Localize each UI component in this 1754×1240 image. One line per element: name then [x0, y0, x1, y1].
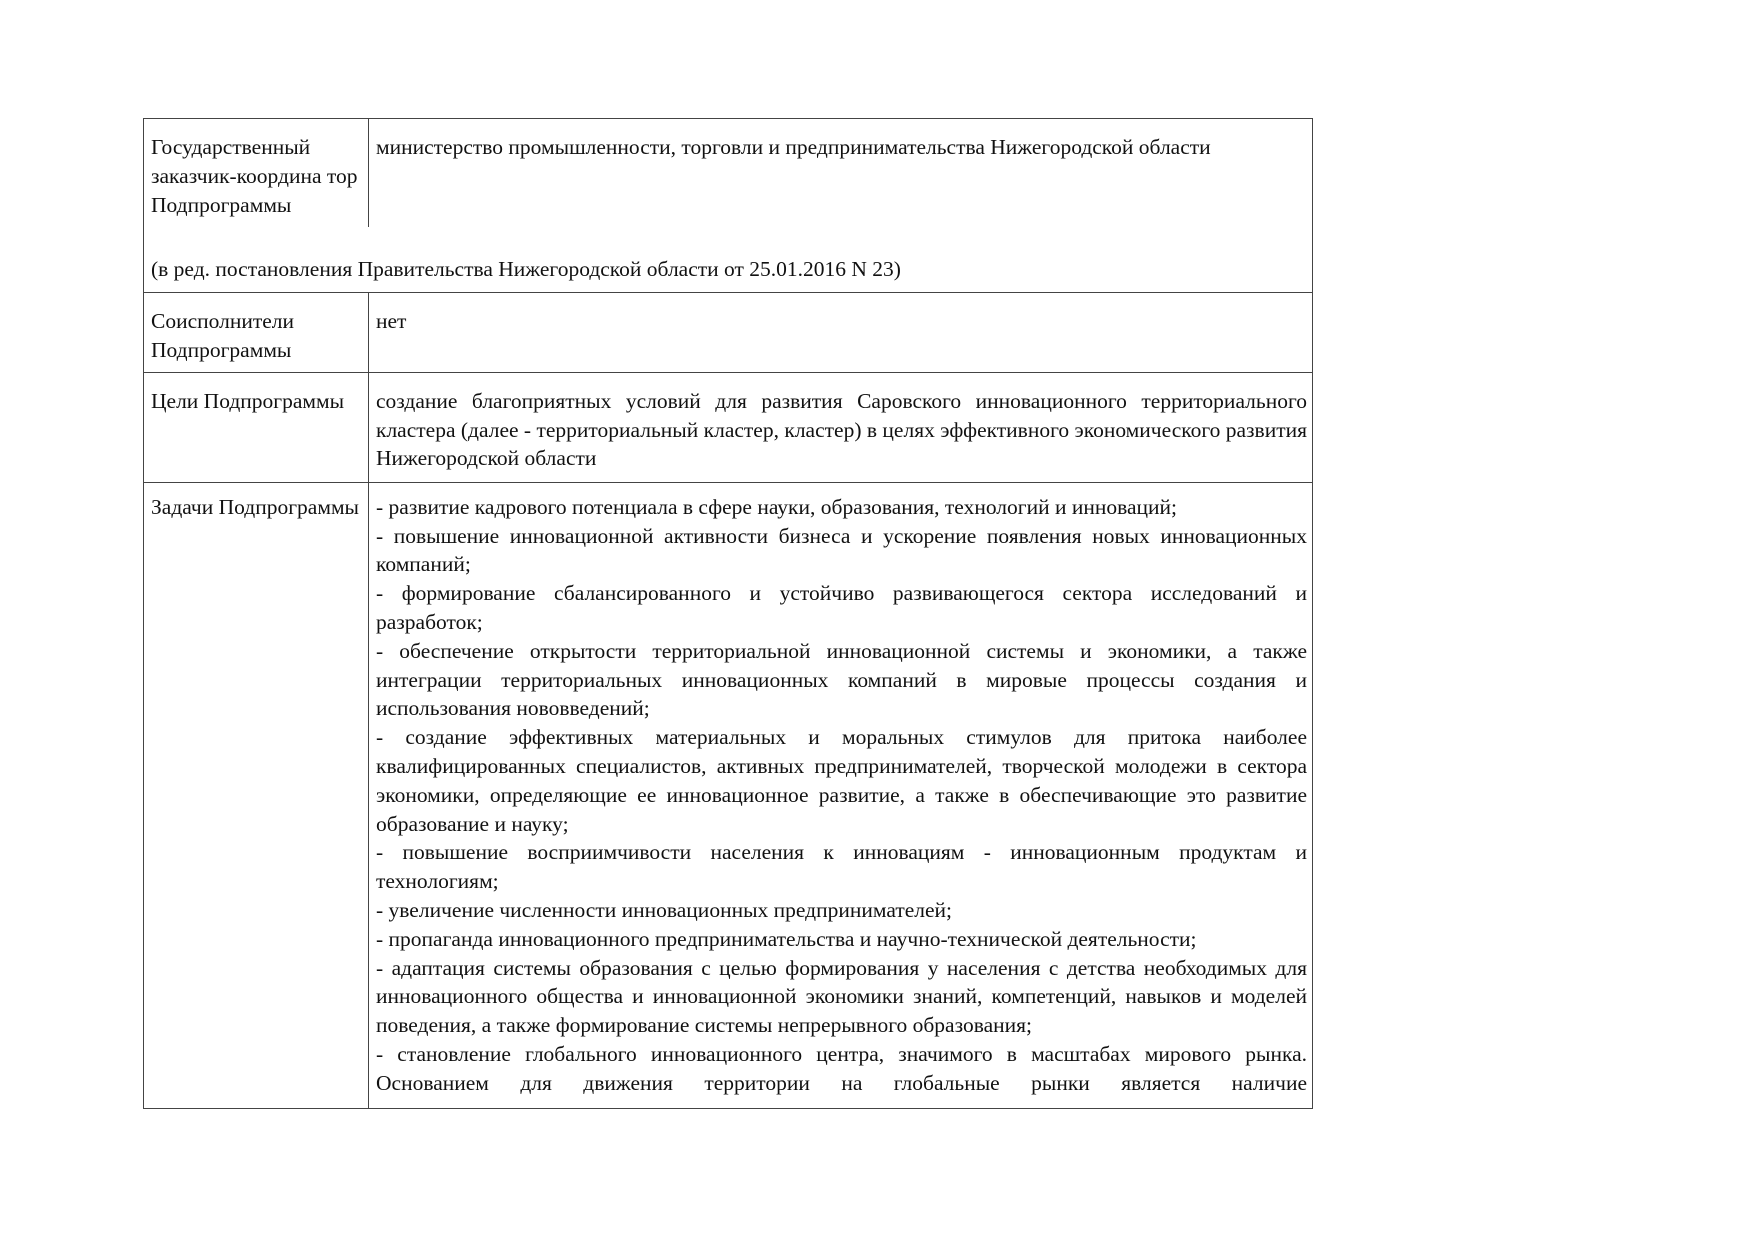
row-label: Соисполнители Подпрограммы [144, 293, 369, 372]
row-label: Государственный заказчик-координа тор Подпрограммы [144, 119, 369, 227]
row-value: министерство промышленности, торговли и предпринимательства Нижегородской области [376, 135, 1211, 159]
task-item: - становление глобального инновационного центра, значимого в масштабах мирового рынка. Основанием для движения территории на глобальные рынки является наличие [376, 1041, 1307, 1095]
task-item: - повышение инновационной активности бизнеса и ускорение появления новых инновационных компаний; [376, 523, 1307, 577]
table-row-coexecutors [144, 292, 1312, 372]
task-item: - обеспечение открытости территориальной инновационной системы и экономики, а также интеграции территориальных инновационных компаний в мировые процессы создания и использования нововведений; [376, 638, 1307, 721]
table-row-goals [144, 372, 1312, 482]
row-label: Задачи Подпрограммы [144, 483, 369, 1108]
task-item: - повышение восприимчивости населения к инновациям - инновационным продуктам и технологиям; [376, 840, 1307, 894]
row-value: создание благоприятных условий для развития Саровского инновационного территориального кластера (далее - территориальный кластер, кластер) в целях эффективного экономического развития Нижегородской области [376, 388, 1307, 471]
task-item: - формирование сбалансированного и устойчиво развивающегося сектора исследований и разработок; [376, 581, 1307, 634]
table-row-customer [144, 119, 1312, 251]
subprogram-passport-table [143, 118, 1313, 1109]
task-item: - увеличение численности инновационных предпринимателей; [376, 897, 953, 922]
amendment-note: (в ред. постановления Правительства Нижегородской области от 25.01.2016 N 23) [151, 257, 901, 281]
task-item: - создание эффективных материальных и моральных стимулов для притока наиболее квалифицированных специалистов, активных предпринимателей, творческой молодежи в сектора экономики, определяющие ее инновационное развитие, а также в обеспечивающие это развитие образование и науку; [376, 725, 1307, 836]
row-label: Цели Подпрограммы [144, 373, 369, 482]
table-row-tasks [144, 482, 1312, 1108]
tasks-list [369, 483, 1312, 1108]
task-item: - пропаганда инновационного предпринимательства и научно-технической деятельности; [376, 926, 1197, 951]
task-item: - развитие кадрового потенциала в сфере науки, образования, технологий и инноваций; [376, 494, 1178, 519]
task-item: - адаптация системы образования с целью формирования у населения с детства необходимых для инновационного общества и инновационной экономики знаний, компетенций, навыков и моделей поведения, а также формирование системы непрерывного образования; [376, 955, 1307, 1038]
row-value: нет [376, 308, 407, 333]
